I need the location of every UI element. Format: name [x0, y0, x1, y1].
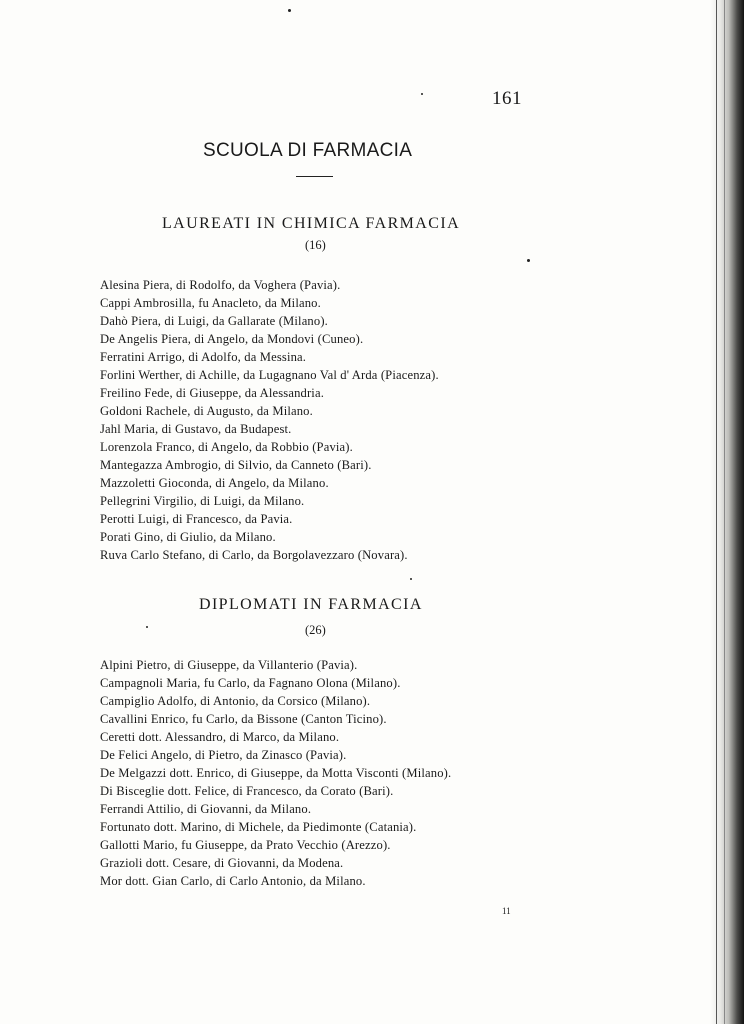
list-item: De Melgazzi dott. Enrico, di Giuseppe, da Motta Visconti (Milano).	[100, 766, 452, 780]
title-divider	[296, 176, 333, 177]
list-item: Campagnoli Maria, fu Carlo, da Fagnano Olona (Milano).	[100, 676, 401, 690]
list-item: Ferratini Arrigo, di Adolfo, da Messina.	[100, 350, 307, 364]
signature-mark: 11	[502, 906, 511, 916]
scan-speck	[527, 259, 530, 262]
list-item: Cavallini Enrico, fu Carlo, da Bissone (Canton Ticino).	[100, 712, 387, 726]
scanned-page-edge	[710, 0, 744, 1024]
list-item: Grazioli dott. Cesare, di Giovanni, da Modena.	[100, 856, 344, 870]
graduates-list	[100, 276, 439, 564]
section-heading-diplomati: DIPLOMATI IN FARMACIA	[199, 596, 423, 613]
scan-speck	[410, 578, 412, 580]
list-item: Mazzoletti Gioconda, di Angelo, da Milano.	[100, 476, 329, 490]
diplomas-list	[100, 656, 451, 890]
list-item: Ferrandi Attilio, di Giovanni, da Milano.	[100, 802, 312, 816]
edge-line	[724, 0, 725, 1024]
list-item: Cappi Ambrosilla, fu Anacleto, da Milano.	[100, 296, 321, 310]
list-item: De Angelis Piera, di Angelo, da Mondovi (Cuneo).	[100, 332, 364, 346]
list-item: Goldoni Rachele, di Augusto, da Milano.	[100, 404, 313, 418]
list-item: Mantegazza Ambrogio, di Silvio, da Canneto (Bari).	[100, 458, 372, 472]
list-item: Forlini Werther, di Achille, da Lugagnano Val d' Arda (Piacenza).	[100, 368, 439, 382]
page-title: SCUOLA DI FARMACIA	[203, 140, 413, 161]
list-item: Perotti Luigi, di Francesco, da Pavia.	[100, 512, 293, 526]
list-item: Alesina Piera, di Rodolfo, da Voghera (Pavia).	[100, 278, 341, 292]
list-item: Alpini Pietro, di Giuseppe, da Villanterio (Pavia).	[100, 658, 358, 672]
list-item: Fortunato dott. Marino, di Michele, da Piedimonte (Catania).	[100, 820, 417, 834]
list-item: Dahò Piera, di Luigi, da Gallarate (Milano).	[100, 314, 328, 328]
list-item: Mor dott. Gian Carlo, di Carlo Antonio, da Milano.	[100, 874, 366, 888]
page-number: 161	[492, 88, 522, 109]
list-item: Gallotti Mario, fu Giuseppe, da Prato Vecchio (Arezzo).	[100, 838, 391, 852]
list-item: Freilino Fede, di Giuseppe, da Alessandria.	[100, 386, 324, 400]
scan-speck	[421, 93, 423, 95]
list-item: Jahl Maria, di Gustavo, da Budapest.	[100, 422, 292, 436]
list-item: Di Bisceglie dott. Felice, di Francesco, da Corato (Bari).	[100, 784, 394, 798]
scan-speck	[146, 626, 148, 628]
list-item: Pellegrini Virgilio, di Luigi, da Milano.	[100, 494, 305, 508]
list-item: Porati Gino, di Giulio, da Milano.	[100, 530, 276, 544]
section-count-diplomati: (26)	[305, 623, 326, 637]
list-item: Ruva Carlo Stefano, di Carlo, da Borgolavezzaro (Novara).	[100, 548, 408, 562]
list-item: Lorenzola Franco, di Angelo, da Robbio (Pavia).	[100, 440, 353, 454]
list-item: Campiglio Adolfo, di Antonio, da Corsico (Milano).	[100, 694, 371, 708]
section-count-laureati: (16)	[305, 238, 326, 252]
section-heading-laureati: LAUREATI IN CHIMICA FARMACIA	[162, 215, 461, 232]
scan-speck	[288, 9, 291, 12]
list-item: De Felici Angelo, di Pietro, da Zinasco (Pavia).	[100, 748, 347, 762]
list-item: Ceretti dott. Alessandro, di Marco, da Milano.	[100, 730, 340, 744]
edge-line	[716, 0, 717, 1024]
